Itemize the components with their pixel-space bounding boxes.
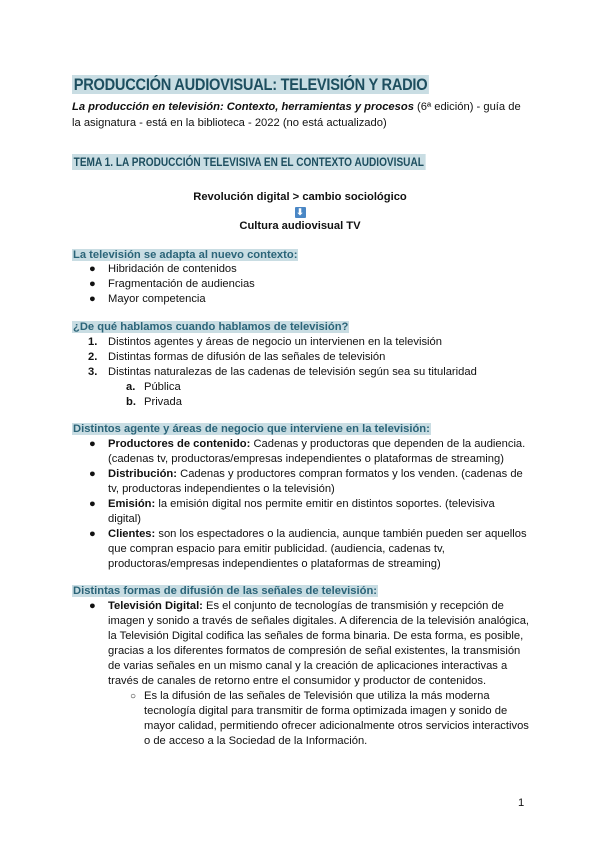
bullet-icon: ● — [89, 438, 96, 450]
list-item: 1. Distintos agentes y áreas de negocio un intervienen en la televisión — [88, 336, 442, 348]
list-item: 3. Distintas naturalezas de las cadenas de televisión según sea su titularidad — [88, 366, 477, 378]
list-item: ● Televisión Digital: Es el conjunto de tecnologías de transmisión y recepción de imagen y sonido a través de señales digitales. A diferencia de la televisión analógica, la Televisión Digital codifica las señales de forma binaria. De esta forma, es posible, gracias a los diferentes formatos de compresión de señal existentes, la transmisión de varias señales en un mismo canal y la creación de aplicaciones interactivas a través de canales de retorno entre el consumidor y productor de contenidos. — [89, 600, 530, 687]
list-item: ● Clientes: son los espectadores o la audiencia, aunque también pueden ser aquellos que compran espacio para emitir publicidad. (audiencia, cadenas tv, productoras/empresas independientes o plataformas de streaming) — [89, 528, 527, 570]
bullet-icon: ● — [89, 293, 96, 305]
list-item: ● Emisión: la emisión digital nos permite emitir en distintos soportes. (televisiva digital) — [89, 498, 495, 525]
heading-difusion: Distintas formas de difusión de las señales de televisión: — [73, 585, 378, 597]
book-title: La producción en televisión: Contexto, herramientas y procesos — [72, 101, 414, 113]
section-heading-tema: TEMA 1. LA PRODUCCIÓN TELEVISIVA EN EL CONTEXTO AUDIOVISUAL — [73, 155, 424, 169]
document-title: PRODUCCIÓN AUDIOVISUAL: TELEVISIÓN Y RADIO — [73, 75, 428, 94]
list-item: ● Distribución: Cadenas y productores compran formatos y los venden. (cadenas de tv, productoras independientes o la televisión) — [89, 468, 523, 495]
list-item: 2. Distintas formas de difusión de las señales de televisión — [88, 351, 386, 363]
list-item: ● Productores de contenido: Cadenas y productoras que dependen de la audiencia. (cadenas tv, productoras/empresas independientes o plataformas de streaming) — [89, 438, 526, 465]
list-adapta — [72, 262, 532, 307]
list-difusion — [72, 599, 532, 749]
bullet-icon: ● — [89, 468, 96, 480]
bullet-icon: ● — [89, 528, 96, 540]
heading-agentes: Distintos agente y áreas de negocio que interviene en la televisión: — [73, 423, 430, 435]
bullet-icon: ● — [89, 600, 96, 612]
bullet-icon: ● — [89, 278, 96, 290]
heading-adapta: La televisión se adapta al nuevo contexto: — [73, 249, 298, 261]
heading-hablamos: ¿De qué hablamos cuando hablamos de televisión? — [73, 321, 349, 333]
revolution-line1: Revolución digital > cambio sociológico — [193, 191, 407, 203]
list-subitem: a. Pública — [126, 381, 181, 393]
hollow-bullet-icon: ○ — [130, 691, 137, 702]
list-item: ● Hibridación de contenidos — [89, 263, 237, 275]
subtitle: La producción en televisión: Contexto, herramientas y procesos (6ª edición) - guía de la asignatura - está en la biblioteca - 2022 (no está actualizado) — [72, 101, 521, 129]
list-item: ● Fragmentación de audiencias — [89, 278, 255, 290]
down-arrow-icon: ⬇ — [296, 207, 304, 217]
list-hablamos — [72, 335, 532, 410]
list-subitem: b. Privada — [126, 396, 182, 408]
bullet-icon: ● — [89, 263, 96, 275]
page-number: 1 — [518, 797, 525, 809]
revolution-line2: Cultura audiovisual TV — [239, 220, 361, 232]
list-item: ● Mayor competencia — [89, 293, 206, 305]
list-agentes — [72, 437, 532, 572]
bullet-icon: ● — [89, 498, 96, 510]
list-subitem: ○ Es la difusión de las señales de Televisión que utiliza la más moderna tecnología digital para transmitir de forma optimizada imagen y sonido de mayor calidad, permitiendo ofrecer adicionalmente otros servicios interactivos o de acceso a la Sociedad de la Información. — [130, 690, 529, 747]
